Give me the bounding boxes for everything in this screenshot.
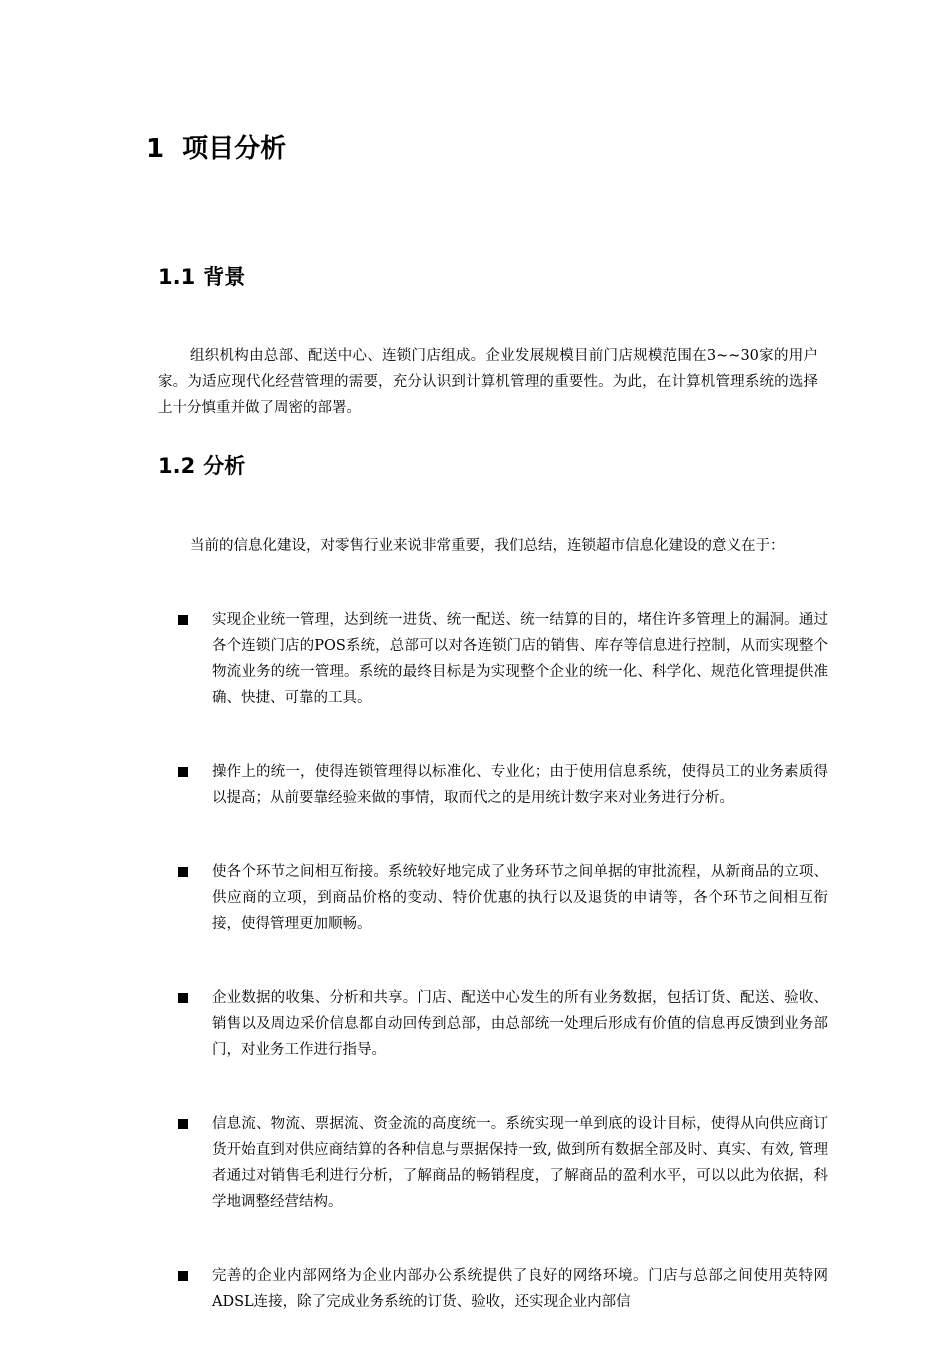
list-item-text: 使各个环节之间相互衔接。系统较好地完成了业务环节之间单据的审批流程，从新商品的立项、供应商的立项，到商品价格的变动、特价优惠的执行以及退货的申请等，各个环节之间相互衔接，使得管理更加顺畅。 — [212, 864, 828, 932]
square-bullet-icon — [178, 615, 188, 625]
significance-list — [178, 607, 828, 1363]
list-item-text: 操作上的统一，使得连锁管理得以标准化、专业化；由于使用信息系统，使得员工的业务素质得以提高；从前要靠经验来做的事情，取而代之的是用统计数字来对业务进行分析。 — [212, 764, 828, 806]
section-title: 分析 — [203, 454, 246, 478]
list-item-text: 信息流、物流、票据流、资金流的高度统一。系统实现一单到底的设计目标，使得从向供应商订货开始直到对供应商结算的各种信息与票据保持一致, 做到所有数据全部及时、真实、有效, 管理者通过对销售毛利进行分析，了解商品的畅销程度，了解商品的盈利水平，可以以此为依据，科学地调整经营结构。 — [212, 1116, 828, 1210]
list-item — [178, 1111, 828, 1215]
list-item — [178, 607, 828, 711]
list-item — [178, 859, 828, 937]
square-bullet-icon — [178, 1271, 188, 1281]
chapter-title: 项目分析 — [182, 134, 287, 164]
list-item-text: 实现企业统一管理，达到统一进货、统一配送、统一结算的目的，堵住许多管理上的漏洞。通过各个连锁门店的POS系统，总部可以对各连锁门店的销售、库存等信息进行控制，从而实现整个物流业务的统一管理。系统的最终目标是为实现整个企业的统一化、科学化、规范化管理提供准确、快捷、可靠的工具。 — [212, 612, 828, 706]
section-title: 背景 — [203, 265, 246, 289]
section-heading-background — [158, 262, 245, 292]
list-item — [178, 1263, 828, 1315]
square-bullet-icon — [178, 1119, 188, 1129]
square-bullet-icon — [178, 993, 188, 1003]
section-number: 1.2 — [158, 454, 196, 478]
list-item — [178, 759, 828, 811]
chapter-number: 1 — [146, 134, 165, 164]
section-number: 1.1 — [158, 265, 196, 289]
list-item — [178, 985, 828, 1063]
background-paragraph: 组织机构由总部、配送中心、连锁门店组成。企业发展规模目前门店规模范围在3~~30家的用户家。为适应现代化经营管理的需要，充分认识到计算机管理的重要性。为此，在计算机管理系统的选择上十分慎重并做了周密的部署。 — [158, 348, 818, 416]
list-item-text: 完善的企业内部网络为企业内部办公系统提供了良好的网络环境。门店与总部之间使用英特网ADSL连接，除了完成业务系统的订货、验收，还实现企业内部信 — [212, 1268, 828, 1310]
square-bullet-icon — [178, 767, 188, 777]
square-bullet-icon — [178, 867, 188, 877]
section-heading-analysis — [158, 451, 245, 481]
chapter-heading — [146, 131, 286, 167]
list-item-text: 企业数据的收集、分析和共享。门店、配送中心发生的所有业务数据，包括订货、配送、验收、销售以及周边采价信息都自动回传到总部，由总部统一处理后形成有价值的信息再反馈到业务部门，对业务工作进行指导。 — [212, 990, 828, 1058]
analysis-intro-paragraph: 当前的信息化建设，对零售行业来说非常重要，我们总结，连锁超市信息化建设的意义在于： — [190, 538, 785, 554]
